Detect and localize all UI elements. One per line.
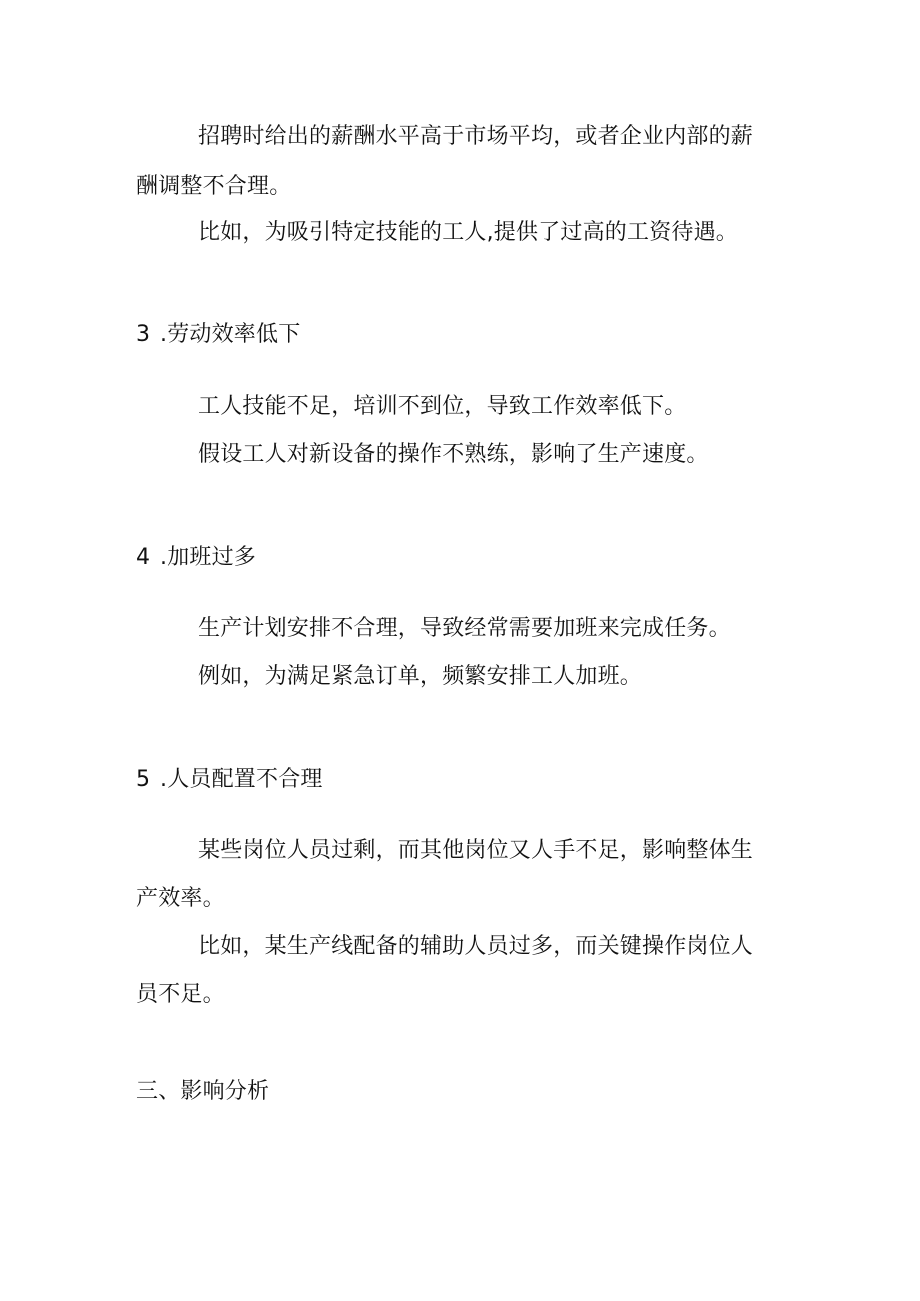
paragraph-line: 假设工人对新设备的操作不熟练，影响了生产速度。 bbox=[198, 442, 709, 467]
paragraph-line: 招聘时给出的薪酬水平高于市场平均，或者企业内部的薪 bbox=[198, 124, 754, 149]
paragraph-line: 员不足。 bbox=[136, 982, 225, 1007]
heading-text: .劳动效率低下 bbox=[160, 322, 301, 347]
heading-text: .加班过多 bbox=[160, 545, 256, 570]
paragraph-line: 工人技能不足，培训不到位，导致工作效率低下。 bbox=[198, 394, 687, 419]
heading-text: .人员配置不合理 bbox=[160, 767, 323, 792]
section-heading-4 bbox=[136, 543, 796, 573]
section-heading-3 bbox=[136, 320, 796, 350]
paragraph-line: 比如，某生产线配备的辅助人员过多，而关键操作岗位人 bbox=[198, 934, 754, 959]
paragraph-line: 例如，为满足紧急订单，频繁安排工人加班。 bbox=[198, 664, 643, 689]
section-heading-5 bbox=[136, 765, 796, 795]
heading-number: 3 bbox=[136, 322, 151, 347]
paragraph-line: 生产计划安排不合理，导致经常需要加班来完成任务。 bbox=[198, 616, 731, 641]
paragraph-line: 某些岗位人员过剩，而其他岗位又人手不足，影响整体生 bbox=[198, 838, 754, 863]
chapter-heading: 三、影响分析 bbox=[136, 1079, 270, 1104]
paragraph-line: 比如，为吸引特定技能的工人,提供了过高的工资待遇。 bbox=[198, 220, 738, 245]
paragraph-line: 产效率。 bbox=[136, 886, 225, 911]
heading-number: 4 bbox=[136, 545, 151, 570]
heading-number: 5 bbox=[136, 767, 151, 792]
paragraph-line: 酬调整不合理。 bbox=[136, 174, 292, 199]
